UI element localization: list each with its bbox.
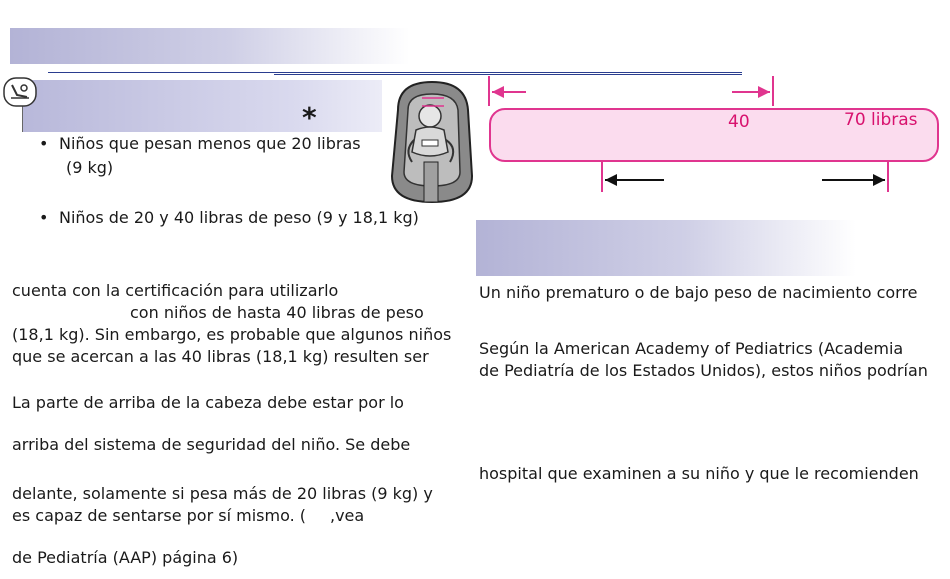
body-text-line: arriba del sistema de seguridad del niño. Se debe xyxy=(12,435,411,454)
body-text-line: hospital que examinen a su niño y que le recomienden xyxy=(479,464,919,483)
body-text-line: es capaz de sentarse por sí mismo. ( xyxy=(12,506,306,525)
footnote-asterisk: * xyxy=(302,101,317,134)
left-section-header-band xyxy=(22,80,382,132)
body-text-line: (18,1 kg). Sin embargo, es probable que algunos niños xyxy=(12,325,452,344)
weight-mark-70: 70 libras xyxy=(844,110,918,130)
car-seat-icon xyxy=(3,77,37,107)
body-text-line: de Pediatría (AAP) página 6) xyxy=(12,548,239,567)
body-text-line: ,vea xyxy=(330,506,365,525)
header-rule xyxy=(48,72,742,73)
bullet-item: • Niños de 20 y 40 libras de peso (9 y 18,1 kg) xyxy=(59,207,419,229)
right-section-header-band xyxy=(476,220,856,276)
body-text-line: cuenta con la certificación para utilizarlo xyxy=(12,281,339,300)
body-text-line: Según la American Academy of Pediatrics (Academia xyxy=(479,339,904,358)
body-text-line: de Pediatría de los Estados Unidos), estos niños podrían xyxy=(479,361,928,380)
top-header-band xyxy=(10,28,410,64)
body-text-line: con niños de hasta 40 libras de peso xyxy=(130,303,424,322)
body-text-line: que se acercan a las 40 libras (18,1 kg) resulten ser xyxy=(12,347,429,366)
header-rule-secondary xyxy=(274,74,742,75)
body-text-line: delante, solamente si pesa más de 20 libras (9 kg) y xyxy=(12,484,433,503)
body-text-line: Un niño prematuro o de bajo peso de nacimiento corre xyxy=(479,283,918,302)
weight-mark-40: 40 xyxy=(728,112,750,132)
bullet-item: • Niños que pesan menos que 20 libras xyxy=(59,133,361,155)
body-text-line: La parte de arriba de la cabeza debe estar por lo xyxy=(12,393,404,412)
bullet-item-continuation: (9 kg) xyxy=(66,158,114,177)
rear-facing-car-seat-illustration xyxy=(384,80,480,206)
